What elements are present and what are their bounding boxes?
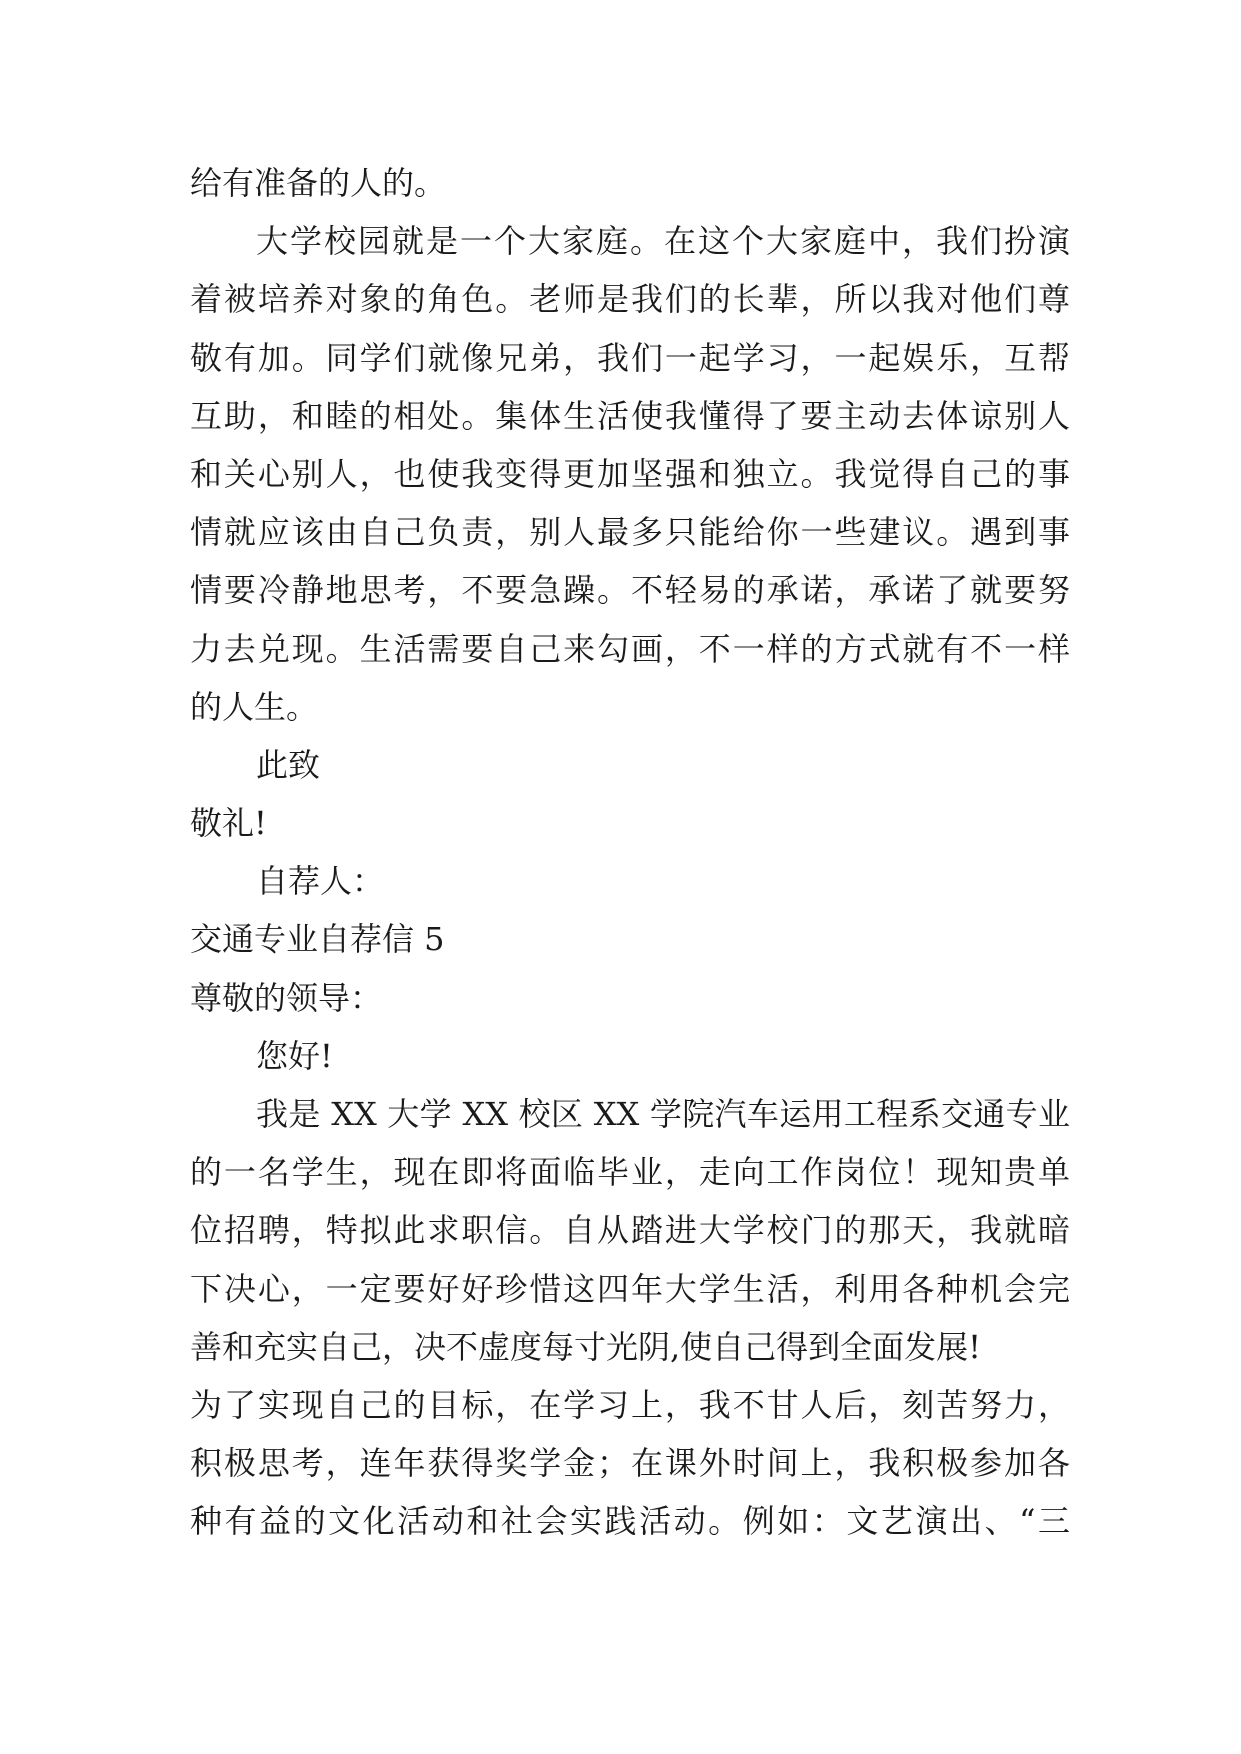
greeting: 您好!: [256, 1036, 333, 1075]
text-line: 和关心别人，也使我变得更加坚强和独立。我觉得自己的事: [190, 454, 1070, 493]
closing-regards: 敬礼!: [190, 804, 267, 843]
text-line: 种有益的文化活动和社会实践活动。例如：文艺演出、“三: [190, 1502, 1070, 1541]
text-line: 的人生。: [190, 687, 319, 726]
text-line: 为了实现自己的目标，在学习上，我不甘人后，刻苦努力，: [190, 1385, 1070, 1424]
closing-salutation: 此致: [256, 745, 321, 784]
text-line: 的一名学生，现在即将面临毕业，走向工作岗位！现知贵单: [190, 1153, 1070, 1192]
text-line: 我是 XX 大学 XX 校区 XX 学院汽车运用工程系交通专业: [256, 1095, 1070, 1133]
greeting-recipient: 尊敬的领导：: [190, 978, 383, 1017]
signature-label: 自荐人：: [256, 862, 385, 901]
text-line: 位招聘，特拟此求职信。自从踏进大学校门的那天，我就暗: [190, 1211, 1070, 1250]
text-line: 着被培养对象的角色。老师是我们的长辈，所以我对他们尊: [190, 280, 1070, 319]
text-line: 力去兑现。生活需要自己来勾画，不一样的方式就有不一样: [190, 629, 1070, 668]
text-line: 情就应该由自己负责，别人最多只能给你一些建议。遇到事: [190, 513, 1070, 552]
text-line: 大学校园就是一个大家庭。在这个大家庭中，我们扮演: [256, 222, 1070, 261]
text-line: 互助，和睦的相处。集体生活使我懂得了要主动去体谅别人: [190, 396, 1070, 435]
text-line: 善和充实自己，决不虚度每寸光阴,使自己得到全面发展!: [190, 1327, 982, 1366]
text-line: 情要冷静地思考，不要急躁。不轻易的承诺，承诺了就要努: [190, 571, 1070, 610]
text-line: 下决心，一定要好好珍惜这四年大学生活，利用各种机会完: [190, 1269, 1070, 1308]
letter-body: [190, 154, 1070, 1551]
text-line: 给有准备的人的。: [190, 164, 447, 202]
text-line: 敬有加。同学们就像兄弟，我们一起学习，一起娱乐，互帮: [190, 338, 1070, 377]
section-title: 交通专业自荐信 5: [190, 920, 445, 959]
text-line: 积极思考，连年获得奖学金；在课外时间上，我积极参加各: [190, 1444, 1070, 1483]
